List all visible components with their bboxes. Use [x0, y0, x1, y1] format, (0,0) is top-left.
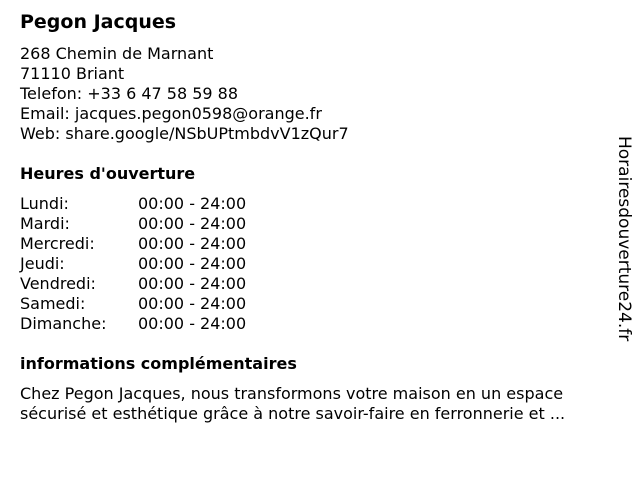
time-range: 00:00 - 24:00: [138, 274, 247, 293]
website-link[interactable]: Web: share.google/NSbUPtmbdvV1zQur7: [20, 124, 349, 143]
hours-row-wednesday: [20, 234, 246, 254]
contact-block: [20, 44, 349, 144]
day-label: Mercredi:: [20, 234, 95, 253]
time-range: 00:00 - 24:00: [138, 314, 247, 333]
hours-row-monday: [20, 194, 246, 214]
description-line: sécurisé et esthétique grâce à notre savoir-faire en ferronnerie et ...: [20, 404, 566, 423]
email-address[interactable]: Email: jacques.pegon0598@orange.fr: [20, 104, 322, 123]
business-name: Pegon Jacques: [20, 11, 177, 33]
time-range: 00:00 - 24:00: [138, 254, 247, 273]
time-range: 00:00 - 24:00: [138, 294, 247, 313]
info-heading: informations complémentaires: [20, 354, 297, 373]
site-watermark: Horairesdouverture24.fr: [614, 136, 634, 342]
hours-heading: Heures d'ouverture: [20, 164, 196, 183]
day-label: Jeudi:: [20, 254, 65, 273]
time-range: 00:00 - 24:00: [138, 214, 247, 233]
city-postal: 71110 Briant: [20, 64, 125, 83]
hours-row-sunday: [20, 314, 246, 334]
day-label: Mardi:: [20, 214, 70, 233]
phone-number: Telefon: +33 6 47 58 59 88: [20, 84, 239, 103]
time-range: 00:00 - 24:00: [138, 194, 247, 213]
hours-row-saturday: [20, 294, 246, 314]
business-description: [20, 384, 620, 424]
opening-hours-table: [20, 194, 246, 334]
hours-row-tuesday: [20, 214, 246, 234]
time-range: 00:00 - 24:00: [138, 234, 247, 253]
day-label: Samedi:: [20, 294, 86, 313]
hours-row-friday: [20, 274, 246, 294]
description-line: Chez Pegon Jacques, nous transformons votre maison en un espace: [20, 384, 564, 403]
day-label: Lundi:: [20, 194, 69, 213]
street-address: 268 Chemin de Marnant: [20, 44, 214, 63]
day-label: Vendredi:: [20, 274, 96, 293]
day-label: Dimanche:: [20, 314, 107, 333]
hours-row-thursday: [20, 254, 246, 274]
